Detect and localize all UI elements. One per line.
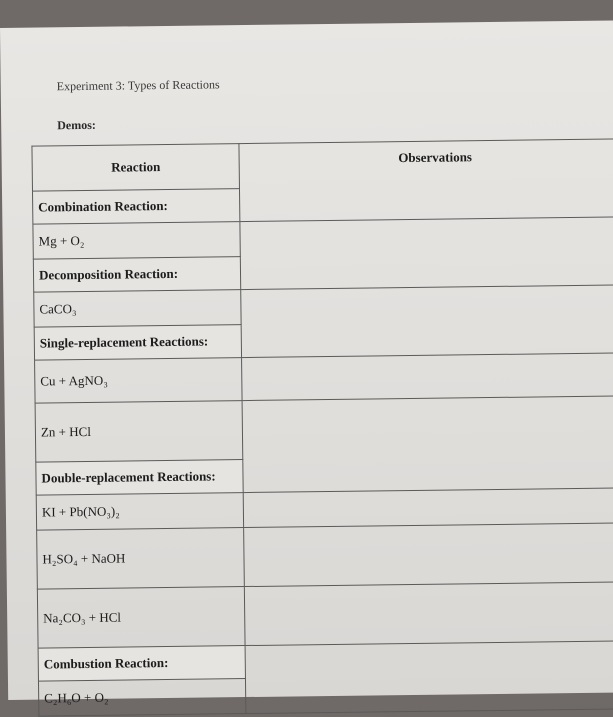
table-header-row	[32, 139, 613, 191]
table-row	[37, 523, 613, 589]
observation-cell[interactable]	[242, 396, 613, 493]
category-single-replacement: Single-replacement Reactions:	[34, 325, 241, 361]
reaction-mg-o2: Mg + O₂	[33, 222, 240, 260]
header-reaction: Reaction	[32, 144, 240, 192]
category-combustion: Combustion Reaction:	[38, 646, 245, 682]
table-row	[34, 285, 613, 327]
experiment-title: Experiment 3: Types of Reactions	[56, 77, 220, 94]
reaction-ki-pbno32: KI + Pb(NO₃)₂	[36, 493, 243, 531]
section-label-demos: Demos:	[57, 117, 96, 133]
reactions-table	[31, 138, 613, 716]
reaction-caco3: CaCO₃	[34, 290, 241, 328]
observation-cell[interactable]	[244, 582, 613, 646]
reaction-cu-agno3: Cu + AgNO₃	[35, 358, 243, 404]
category-decomposition: Decomposition Reaction:	[33, 257, 240, 293]
reaction-na2co3-hcl: Na₂CO₃ + HCl	[37, 587, 245, 649]
observation-cell[interactable]	[243, 488, 613, 528]
reaction-c2h6o-o2: C₂H₆O + O₂	[38, 679, 245, 717]
table-row	[37, 582, 613, 648]
category-combination: Combination Reaction:	[32, 189, 239, 225]
table-row	[35, 396, 613, 462]
observation-cell[interactable]	[241, 285, 613, 358]
table-row	[33, 217, 613, 259]
worksheet-page	[0, 21, 613, 706]
observation-cell[interactable]	[240, 217, 613, 290]
reaction-zn-hcl: Zn + HCl	[35, 401, 243, 463]
observation-cell[interactable]	[244, 523, 613, 587]
observation-cell[interactable]	[242, 353, 613, 401]
reaction-h2so4-naoh: H₂SO₄ + NaOH	[37, 528, 245, 590]
observation-cell[interactable]	[245, 641, 613, 714]
category-double-replacement: Double-replacement Reactions:	[36, 460, 243, 496]
table-row	[38, 641, 613, 681]
header-observations: Observations	[239, 139, 613, 222]
table-row	[35, 353, 613, 403]
